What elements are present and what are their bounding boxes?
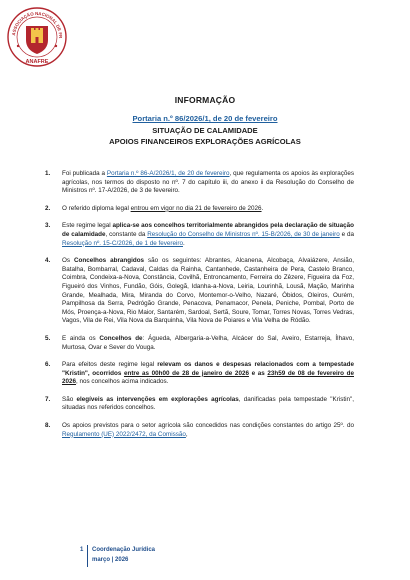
- list-item-5: [45, 334, 354, 352]
- list-item-2: [45, 204, 354, 214]
- svg-text:ASSOCIAÇÃO NACIONAL DE FREGUES: ASSOCIAÇÃO NACIONAL DE FR: [11, 10, 64, 39]
- list-item-3: [45, 222, 354, 248]
- item-text: .: [261, 204, 264, 212]
- document-title: INFORMAÇÃO: [174, 95, 236, 105]
- item-text: , que regulamenta os apoios às explorações agrícolas, nos termos do disposto no nº. 7 do capítulo iii, do anexo ii da Resolução do Conselho de Ministros nº. 17-A/2026, de 3 de fevereiro.: [62, 170, 354, 195]
- anafre-seal-logo: [6, 6, 68, 72]
- item-bold-text: relevam os danos e despesas relacionados com a tempestade "Kristin", ocorridos: [62, 361, 354, 377]
- regulamento-ue-link[interactable]: Regulamento (UE) 2022/2472, da Comissão: [62, 430, 186, 438]
- item-bold-text: Concelhos de: [99, 334, 143, 342]
- subtitle-calamidade: SITUAÇÃO DE CALAMIDADE: [152, 126, 258, 135]
- footer-department: Coordenação Jurídica: [92, 547, 156, 553]
- item-text: Para efeitos deste regime legal: [62, 361, 158, 369]
- item-number: 4.: [45, 257, 51, 265]
- item-text: .: [182, 239, 185, 247]
- item-text: : Águeda, Albergaria-a-Velha, Alcácer do Sal, Aveiro, Estarreja, Ílhavo, Murtosa, Ovar e Sever do Vouga.: [62, 334, 354, 351]
- item-number: 6.: [45, 361, 51, 369]
- portaria-86a-link[interactable]: Portaria n.º 86-A/2026/1, de 20 de fevereiro: [106, 170, 230, 177]
- item-text: São: [62, 395, 77, 403]
- footer-date: março | 2026: [92, 557, 129, 563]
- item-text: O referido diploma legal: [62, 204, 131, 212]
- item-bold-underlined-text: entre as 00h00 de 28 de janeiro de 2026: [123, 369, 249, 377]
- item-number: 1.: [45, 170, 51, 177]
- item-bold-text: elegíveis as intervenções em explorações agrícolas: [76, 395, 239, 403]
- resolucao-15c-link[interactable]: Resolução nº. 15-C/2026, de 1 de fevereiro: [62, 239, 183, 247]
- item-bold-underlined-text: 23h59 de 08 de fevereiro de 2026: [62, 369, 354, 386]
- list-item-6: [45, 361, 354, 387]
- footer-divider: [87, 545, 88, 567]
- item-text: ,: [185, 430, 188, 438]
- list-item-7: [45, 395, 354, 413]
- item-bold-text: e as: [248, 369, 268, 377]
- item-text: e da: [339, 230, 354, 238]
- item-text: Os apoios previstos para o setor agrícola são concedidos nas condições constantes do artigo 25º. do: [62, 422, 354, 430]
- list-item-1: [45, 170, 354, 196]
- item-bold-text: aplica-se aos concelhos territorialmente abrangidos pela declaração de situação de calamidade: [62, 222, 354, 238]
- item-text: , nos concelhos acima indicados.: [76, 378, 169, 386]
- item-underlined-text: entrou em vigor no dia 21 de fevereiro de 2026: [130, 204, 262, 212]
- resolucao-15b-link[interactable]: Resolução do Conselho de Ministros nº. 15-B/2026, de 30 de janeiro: [147, 230, 340, 238]
- item-number: 2.: [45, 204, 51, 212]
- subtitle-apoios: APOIOS FINANCEIROS EXPLORAÇÕES AGRÍCOLAS: [109, 137, 301, 146]
- numbered-list: [45, 170, 355, 448]
- page-number: 1: [80, 547, 84, 553]
- list-item-8: [45, 422, 354, 439]
- item-number: 3.: [45, 222, 51, 230]
- svg-text:ANAFRE: ANAFRE: [25, 59, 49, 65]
- item-text: Foi publicada a: [62, 170, 107, 177]
- item-text: Os: [62, 257, 74, 265]
- item-text: , danificadas pela tempestade "Kristin", situadas nos referidos concelhos.: [62, 395, 354, 412]
- item-text: Este regime legal: [62, 222, 113, 230]
- portaria-link[interactable]: Portaria n.º 86/2026/1, de 20 de fevereiro: [132, 114, 278, 123]
- list-item-4: [45, 257, 355, 326]
- item-text: são os seguintes: Abrantes, Alcanena, Alcobaça, Alvaiázere, Ansião, Batalha, Bombarral, Cadaval, Caldas da Rainha, Cantanhede, Castanheira de Pera, Castelo Branco, Coimbra, Condeixa-a-Nova, Constância, Covilhã, Entroncamento, Ferreira do Zêzere, Figueira da Foz, Figueiró dos Vinhos, Fundão, Góis, Golegã, Idanha-a-Nova, Leiria, Lourinhã, Lousã, Mação, Marinha Grande, Mealhada, Mira, Miranda do Corvo, Montemor-o-Velho, Nazaré, Óbidos, Oleiros, Ourém, Pampilhosa da Serra, Pedrógão Grande, Penacova, Penamacor, Penela, Peniche, Pombal, Porto de Mós, Proença-a-Nova, Rio Maior, Santarém, Sardoal, Sertã, Soure, Tomar, Torres Novas, Torres Vedras, Vagos, Vila de Rei, Vila Nova da Barquinha, Vila Nova de Poiares e Vila Velha de Ródão.: [62, 257, 355, 325]
- item-text: E ainda os: [62, 334, 100, 342]
- item-number: 8.: [45, 422, 51, 430]
- item-number: 5.: [45, 334, 51, 342]
- item-text: , constante da: [105, 230, 148, 238]
- item-number: 7.: [45, 395, 51, 403]
- item-bold-text: Concelhos abrangidos: [73, 257, 145, 265]
